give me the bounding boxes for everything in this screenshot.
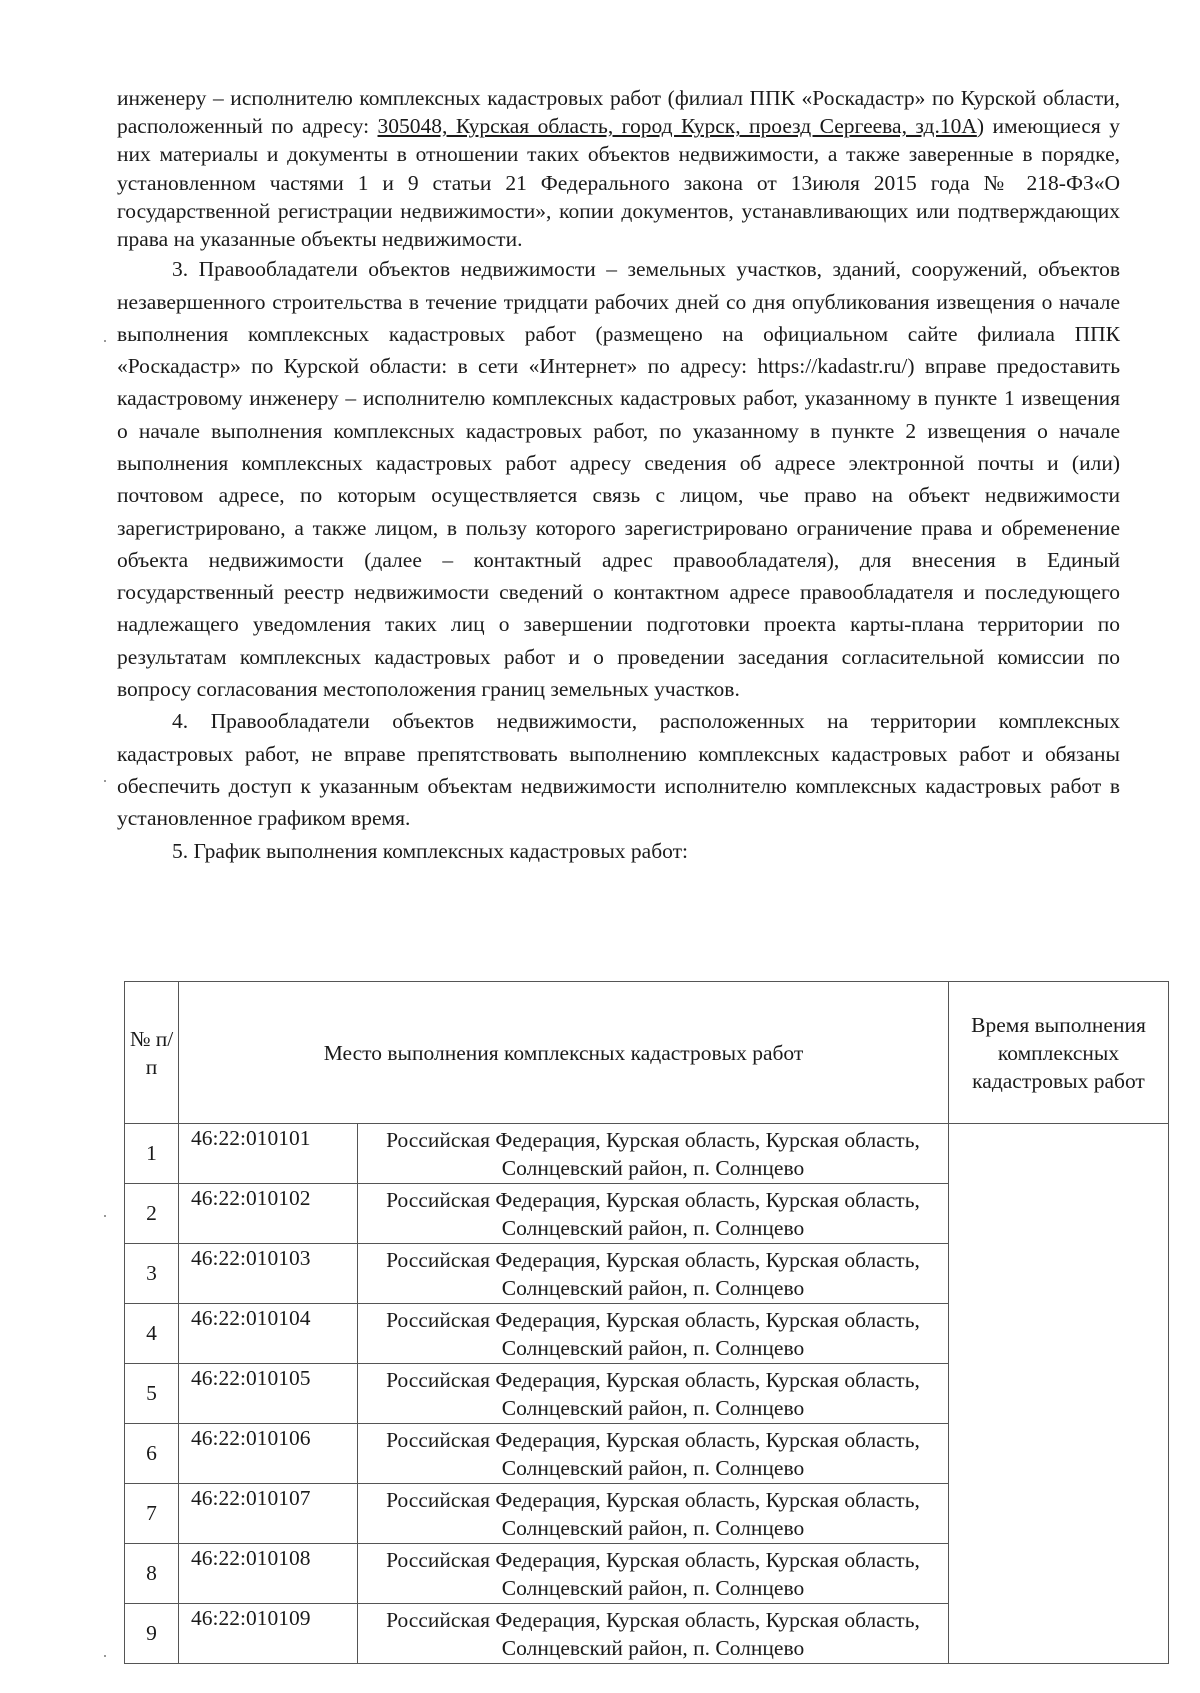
paragraph-3: 3. Правообладатели объектов недвижимости – земельных участков, зданий, сооружений, объектов незавершенного строительства в течение тридцати рабочих дней со дня опубликования извещения о начале выполнения комплексных кадастровых работ (размещено на официальном сайте филиала ППК «Роскадастр» по Курской области: в сети «Интернет» по адресу: https://kadastr.ru/) вправе предоставить кадастровому инженеру – исполнителю комплексных кадастровых работ, указанному в пункте 1 извещения о начале выполнения комплексных кадастровых работ, по указанному в пункте 2 извещения о начале выполнения комплексных кадастровых работ адресу сведения об адресе электронной почты и (или) почтовом адресе, по которым осуществляется связь с лицом, чье право на объект недвижимости зарегистрировано, а также лицом, в пользу которого зарегистрировано ограничение права и обременение объекта недвижимости (далее – контактный адрес правообладателя), для внесения в Единый государственный реестр недвижимости сведений о контактном адресе правообладателя и последующего надлежащего уведомления таких лиц о завершении подготовки проекта карты-плана территории по результатам комплексных кадастровых работ и о проведении заседания согласительной комиссии по вопросу согласования местоположения границ земельных участков. (117, 257, 1120, 702)
cadastral-quarter: 46:22:010106 (179, 1424, 358, 1484)
scan-speck (104, 1215, 106, 1217)
row-number: 7 (125, 1484, 179, 1544)
location-address: Российская Федерация, Курская область, Курская область, Солнцевский район, п. Солнцево (358, 1244, 949, 1304)
paragraph-4: 4. Правообладатели объектов недвижимости, расположенных на территории комплексных кадастровых работ, не вправе препятствовать выполнению комплексных кадастровых работ и обязаны обеспечить доступ к указанным объектам недвижимости исполнителю комплексных кадастровых работ в установленное графиком время. (117, 709, 1120, 831)
location-address: Российская Федерация, Курская область, Курская область, Солнцевский район, п. Солнцево (358, 1184, 949, 1244)
table-row (125, 1124, 1169, 1184)
schedule-table-wrapper (124, 981, 1169, 1664)
row-number: 2 (125, 1184, 179, 1244)
paragraph-5: 5. График выполнения комплексных кадастровых работ: (172, 838, 688, 863)
office-address: 305048, Курская область, город Курск, проезд Сергеева, зд.10А (377, 114, 977, 139)
location-address: Российская Федерация, Курская область, Курская область, Солнцевский район, п. Солнцево (358, 1124, 949, 1184)
location-address: Российская Федерация, Курская область, Курская область, Солнцевский район, п. Солнцево (358, 1364, 949, 1424)
location-address: Российская Федерация, Курская область, Курская область, Солнцевский район, п. Солнцево (358, 1544, 949, 1604)
row-number: 8 (125, 1544, 179, 1604)
location-address: Российская Федерация, Курская область, Курская область, Солнцевский район, п. Солнцево (358, 1484, 949, 1544)
row-number: 1 (125, 1124, 179, 1184)
location-address: Российская Федерация, Курская область, Курская область, Солнцевский район, п. Солнцево (358, 1304, 949, 1364)
cadastral-quarter: 46:22:010109 (179, 1604, 358, 1664)
cadastral-quarter: 46:22:010107 (179, 1484, 358, 1544)
cadastral-quarter: 46:22:010102 (179, 1184, 358, 1244)
document-page (117, 84, 1120, 867)
header-num: № п/п (125, 982, 179, 1124)
time-cell (949, 1124, 1169, 1664)
scan-speck (104, 780, 106, 782)
row-number: 4 (125, 1304, 179, 1364)
cadastral-quarter: 46:22:010101 (179, 1124, 358, 1184)
location-address: Российская Федерация, Курская область, Курская область, Солнцевский район, п. Солнцево (358, 1604, 949, 1664)
location-address: Российская Федерация, Курская область, Курская область, Солнцевский район, п. Солнцево (358, 1424, 949, 1484)
row-number: 5 (125, 1364, 179, 1424)
cadastral-quarter: 46:22:010105 (179, 1364, 358, 1424)
row-number: 3 (125, 1244, 179, 1304)
row-number: 6 (125, 1424, 179, 1484)
paragraph-text: ) имеющиеся у них материалы и документы в отношении таких объектов недвижимости, а также заверенные в порядке, установленном частями 1 и 9 статьи 21 Федерального закона от 13июля 2015 года № 218-ФЗ«О государственной регистрации недвижимости», копии документов, устанавливающих или подтверждающих права на указанные объекты недвижимости. (117, 114, 1120, 252)
schedule-table (124, 981, 1169, 1664)
cadastral-quarter: 46:22:010104 (179, 1304, 358, 1364)
paragraph-2-continuation (117, 84, 1120, 253)
cadastral-quarter: 46:22:010103 (179, 1244, 358, 1304)
row-number: 9 (125, 1604, 179, 1664)
scan-speck (104, 340, 106, 342)
header-time: Время выполнения комплексных кадастровых работ (949, 982, 1169, 1124)
table-header-row (125, 982, 1169, 1124)
scan-speck (104, 1655, 106, 1657)
paragraph-text: инженеру – исполнителю комплексных кадастровых работ (филиал ППК «Роскадастр» по Курской области, расположенный по адресу: (117, 86, 1120, 139)
cadastral-quarter: 46:22:010108 (179, 1544, 358, 1604)
header-place: Место выполнения комплексных кадастровых работ (179, 982, 949, 1124)
